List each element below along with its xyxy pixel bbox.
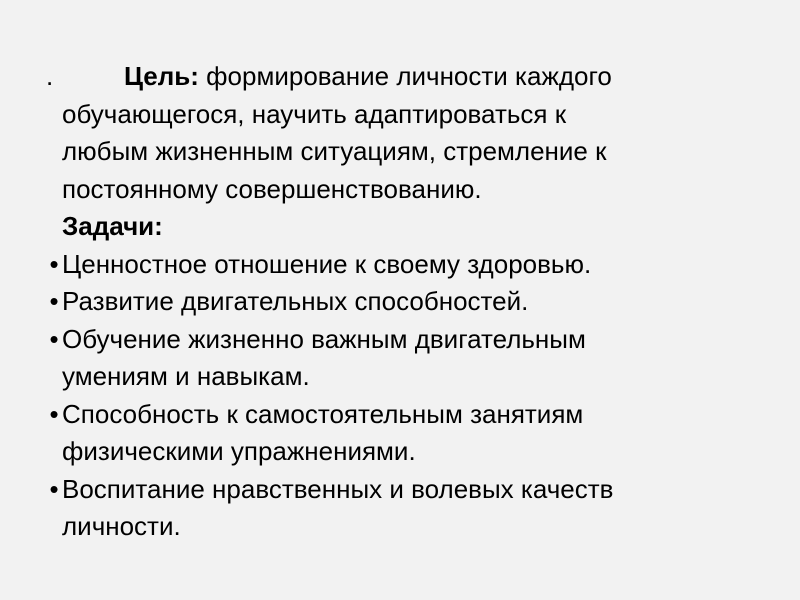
bullet-icon: • bbox=[49, 323, 59, 354]
goal-text-line-4: постоянному совершенствованию. bbox=[62, 173, 482, 204]
task-3-line-1: Обучение жизненно важным двигательным bbox=[62, 323, 586, 354]
task-item-2 bbox=[46, 283, 746, 321]
task-5-line-1: Воспитание нравственных и волевых качеств bbox=[62, 473, 614, 504]
task-item-1 bbox=[46, 246, 746, 284]
task-item-5 bbox=[46, 471, 746, 509]
task-5-line-2: личности. bbox=[62, 511, 181, 541]
goal-text-line-2: обучающегося, научить адаптироваться к bbox=[62, 98, 567, 129]
task-3-line-2: умениям и навыкам. bbox=[62, 361, 310, 391]
task-1-line-1: Ценностное отношение к своему здоровью. bbox=[62, 248, 592, 279]
bullet-icon: • bbox=[49, 286, 59, 316]
goal-text-line-1: формирование личности каждого bbox=[198, 61, 612, 91]
slide-content bbox=[46, 58, 746, 546]
goal-first-line bbox=[46, 58, 746, 96]
bullet-icon: • bbox=[49, 473, 59, 504]
bullet-icon: • bbox=[49, 398, 59, 429]
task-4-line-2: физическими упражнениями. bbox=[62, 436, 416, 466]
task-item-4 bbox=[46, 396, 746, 434]
bullet-icon: • bbox=[49, 248, 59, 279]
task-2-line-1: Развитие двигательных способностей. bbox=[62, 286, 529, 316]
task-item-3 bbox=[46, 321, 746, 359]
tasks-heading bbox=[46, 208, 746, 246]
task-4-line-1: Способность к самостоятельным занятиям bbox=[62, 398, 584, 429]
goal-dot: . bbox=[46, 61, 54, 91]
goal-label: Цель: bbox=[124, 61, 199, 91]
goal-text-line-3: любым жизненным ситуациям, стремление к bbox=[62, 136, 607, 166]
tasks-label: Задачи: bbox=[62, 211, 163, 241]
